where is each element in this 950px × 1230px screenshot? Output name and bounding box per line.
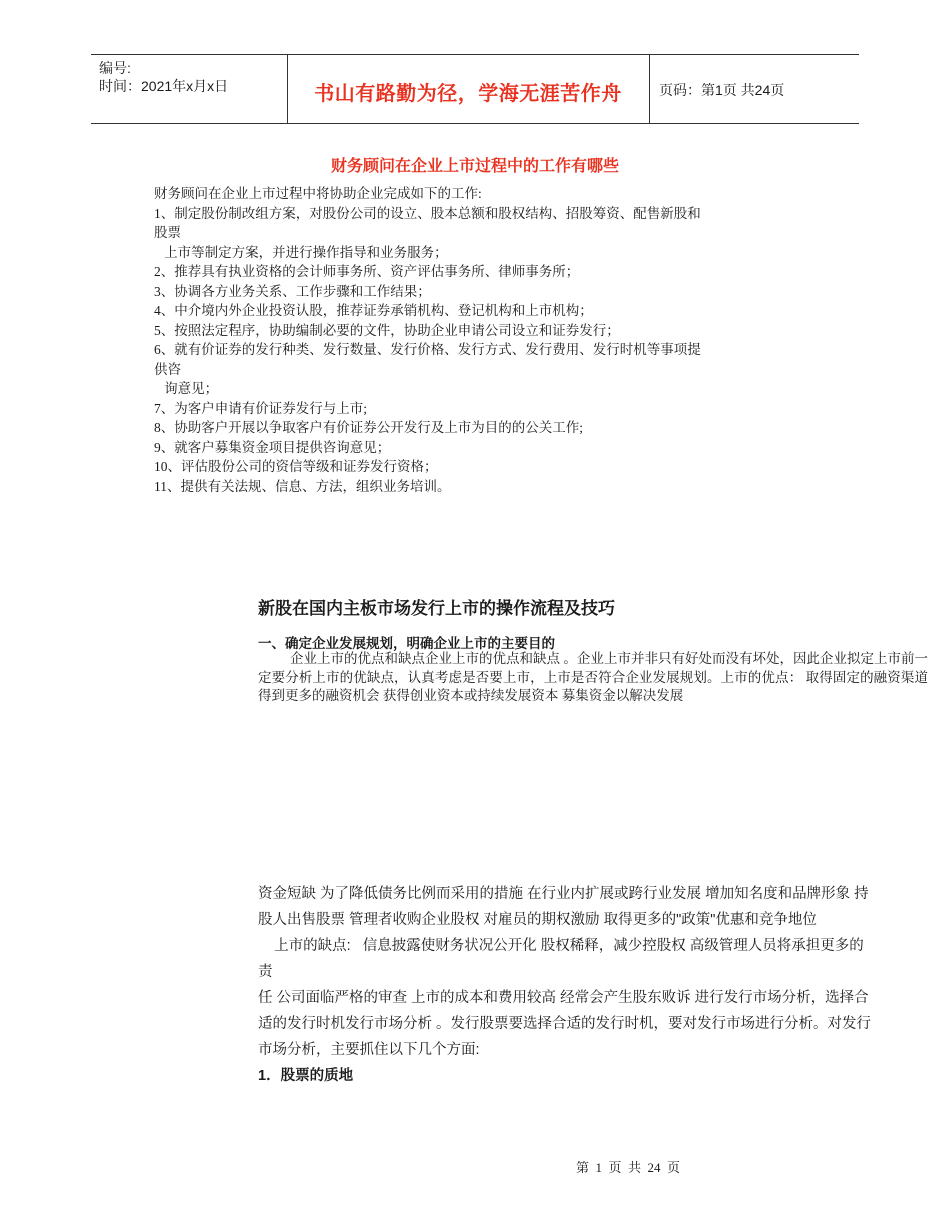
list-item: 股票 [154,225,181,240]
list-item: 询意见； [154,381,219,396]
list-item: 3、协调各方业务关系、工作步骤和工作结果； [154,283,431,299]
text-line: 适的发行时机发行市场分析 。发行股票要选择合适的发行时机，要对发行市场进行分析。对发行 [258,1016,872,1032]
list-item: 4、中介境内外企业投资认股，推荐证券承销机构、登记机构和上市机构； [154,303,593,318]
text-line: 资金短缺 为了降低债务比例而采用的措施 在行业内扩展或跨行业发展 增加知名度和品牌形象 持 [258,886,869,902]
list-item: 9、就客户募集资金项目提供咨询意见； [154,439,391,455]
page-header [91,54,859,124]
text-line: 上市的缺点: 信息披露使财务状况公开化 股权稀释，减少控股权 高级管理人员将承担更多的 [258,938,864,954]
header-motto: 书山有路勤为径，学海无涯苦作舟 [314,83,622,105]
header-page-info: 页码：第1页 共24页 [659,82,785,98]
text-line: 股人出售股票 管理者收购企业股权 对雇员的期权激励 取得更多的"政策"优惠和竞争地位 [258,912,817,928]
header-divider [649,55,650,123]
list-item: 供咨 [154,361,181,377]
text-line: 任 公司面临严格的审查 上市的成本和费用较高 经常会产生股东败诉 进行发行市场分析，选择合 [258,990,869,1006]
section2-continued [258,881,928,1089]
paragraph-text: 企业上市的优点和缺点企业上市的优点和缺点 。企业上市并非只有好处而没有坏处，因此企业拟定上市前一定要分析上市的优缺点，认真考虑是否要上市，上市是否符合企业发展规划。上市的优点： 取得固定的融资渠道 得到更多的融资机会 获得创业资本或持续发展资本 募集资金以解决发展 [258,651,928,703]
list-item: 6、就有价证券的发行种类、发行数量、发行价格、发行方式、发行费用、发行时机等事项提 [154,342,701,357]
list-item: 10、评估股份公司的资信等级和证券发行资格； [154,459,438,474]
document-time-label: 时间：2021年x月x日 [99,78,229,94]
list-item: 2、推荐具有执业资格的会计师事务所、资产评估事务所、律师事务所； [154,264,580,279]
section1-list [154,184,794,496]
list-item: 8、协助客户开展以争取客户有价证券公开发行及上市为目的的公关工作; [154,420,583,435]
header-meta [99,59,228,95]
list-item: 上市等制定方案，并进行操作指导和业务服务； [154,244,448,260]
list-item: 1、制定股份制改组方案，对股份公司的设立、股本总额和股权结构、招股筹资、配售新股和 [154,205,701,221]
section2-paragraph [258,650,928,706]
section2-heading: 一、确定企业发展规划，明确企业上市的主要目的 [258,636,555,651]
list-item: 7、为客户申请有价证券发行与上市; [154,400,368,416]
text-line: 责 [258,964,273,980]
list-item: 财务顾问在企业上市过程中将协助企业完成如下的工作: [154,186,482,201]
page-footer [0,1157,950,1176]
footer-page-number: 第 1 页 共 24 页 [575,1160,680,1175]
subheading: 1．股票的质地 [258,1068,354,1084]
list-item: 5、按照法定程序，协助编制必要的文件，协助企业申请公司设立和证券发行； [154,322,620,338]
list-item: 11、提供有关法规、信息、方法，组织业务培训。 [154,478,451,494]
document-number-label: 编号: [99,60,131,76]
section2-title: 新股在国内主板市场发行上市的操作流程及技巧 [258,599,615,618]
section1-title: 财务顾问在企业上市过程中的工作有哪些 [330,158,619,175]
text-line: 市场分析，主要抓住以下几个方面: [258,1042,480,1058]
